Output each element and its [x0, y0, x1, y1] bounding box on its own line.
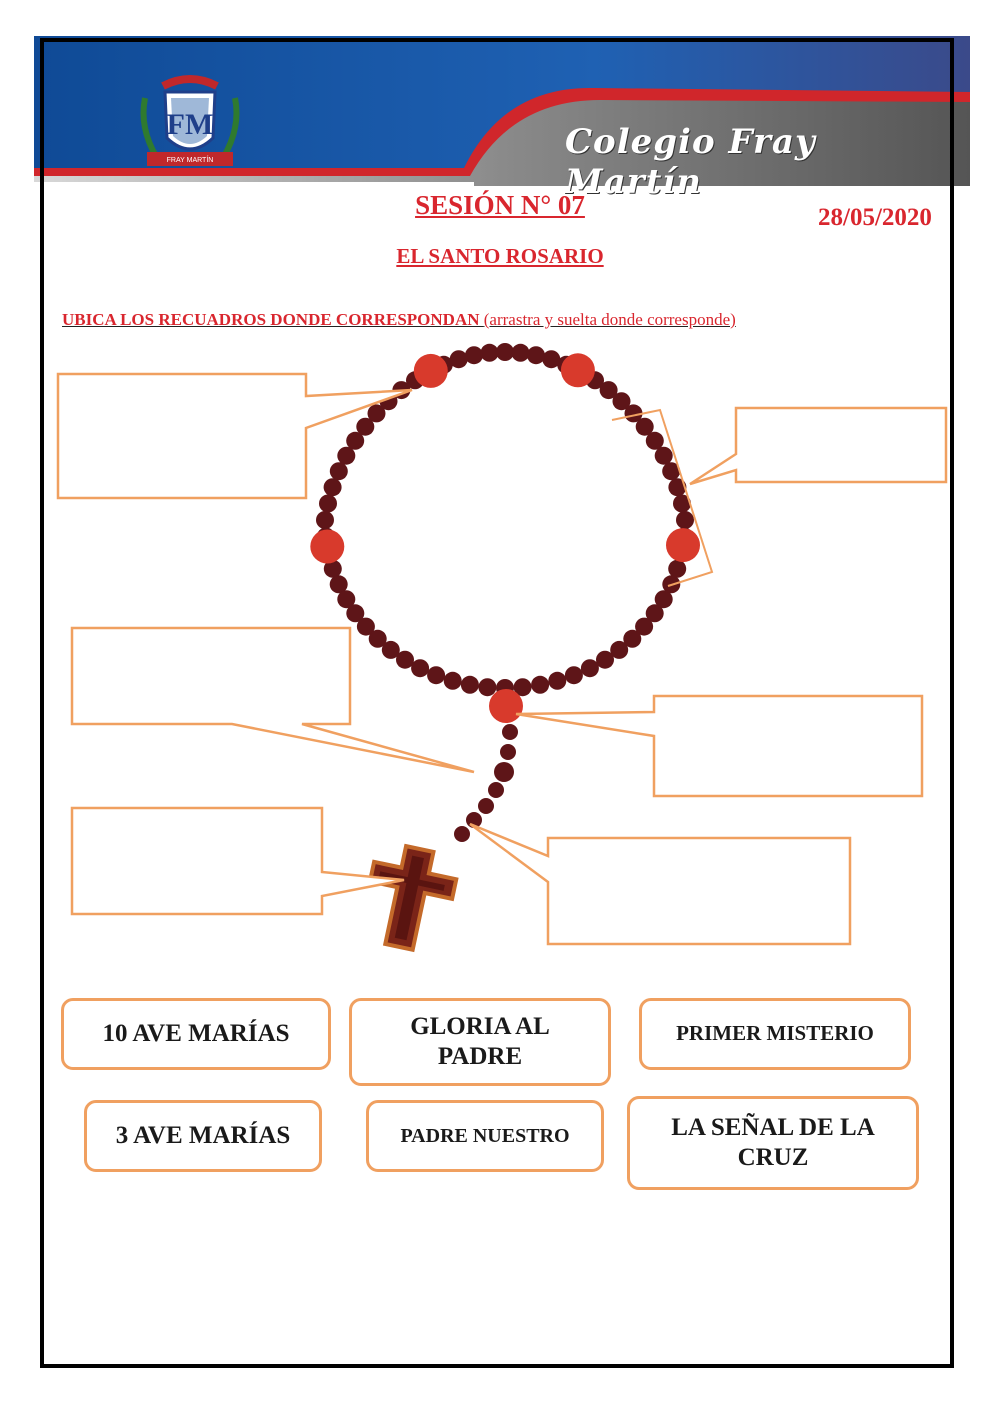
pendant-bead [500, 744, 516, 760]
answer-chip-primer-misterio[interactable]: PRIMER MISTERIO [639, 998, 911, 1070]
small-bead [548, 672, 566, 690]
lesson-subtitle: EL SANTO ROSARIO [396, 244, 604, 268]
drop-zone-upper-right[interactable] [690, 408, 946, 484]
crest-ribbon-text: FRAY MARTÍN [166, 157, 214, 164]
session-date: 28/05/2020 [818, 204, 932, 231]
small-bead [427, 666, 445, 684]
instruction-hint: (arrastra y suelta donde corresponde) [483, 310, 736, 329]
pendant-bead [454, 826, 470, 842]
small-bead [411, 659, 429, 677]
small-bead [565, 666, 583, 684]
rosary-diagram [0, 340, 1000, 980]
drop-zone-lower-left[interactable] [72, 808, 404, 914]
session-title: SESIÓN N° 07 [415, 190, 585, 220]
answer-chip-gloria-al-padre[interactable]: GLORIA AL PADRE [349, 998, 611, 1086]
school-name: Colegio Fray Martín [565, 122, 816, 202]
pendant-bead [502, 724, 518, 740]
small-bead [481, 344, 499, 362]
small-bead [324, 478, 342, 496]
answer-chip-senal-de-la-cruz[interactable]: LA SEÑAL DE LA CRUZ [627, 1096, 919, 1190]
small-bead [512, 344, 530, 362]
small-bead [668, 560, 686, 578]
small-bead [676, 511, 694, 529]
pendant-bead [488, 782, 504, 798]
small-bead [316, 511, 334, 529]
small-bead [581, 659, 599, 677]
small-bead [527, 346, 545, 364]
large-bead [666, 528, 700, 562]
drop-zone-middle-right[interactable] [516, 696, 922, 796]
small-bead [531, 676, 549, 694]
drop-zone-lower-right[interactable] [470, 824, 850, 944]
small-bead [444, 672, 462, 690]
crest-initials: FM [166, 108, 214, 141]
small-bead [330, 462, 348, 480]
large-bead [414, 354, 448, 388]
pendant-bead [494, 762, 514, 782]
instruction-main: UBICA LOS RECUADROS DONDE CORRESPONDAN [62, 310, 480, 329]
small-bead [542, 350, 560, 368]
large-bead [561, 353, 595, 387]
instruction-text [62, 310, 736, 330]
answer-chip-three-ave-marias[interactable]: 3 AVE MARÍAS [84, 1100, 322, 1172]
answer-chip-ten-ave-marias[interactable]: 10 AVE MARÍAS [61, 998, 331, 1070]
small-bead [396, 651, 414, 669]
rosary-big-beads [310, 353, 700, 723]
cross-icon [358, 840, 461, 955]
rosary-small-beads [316, 343, 694, 842]
small-bead [496, 343, 514, 361]
small-bead [465, 346, 483, 364]
small-bead [319, 495, 337, 513]
drop-zone-middle-left[interactable] [72, 628, 474, 772]
pendant-bead [478, 798, 494, 814]
small-bead [478, 678, 496, 696]
answer-chip-padre-nuestro[interactable]: PADRE NUESTRO [366, 1100, 604, 1172]
small-bead [337, 447, 355, 465]
small-bead [461, 676, 479, 694]
centerpiece-bead [489, 689, 523, 723]
large-bead [310, 530, 344, 564]
